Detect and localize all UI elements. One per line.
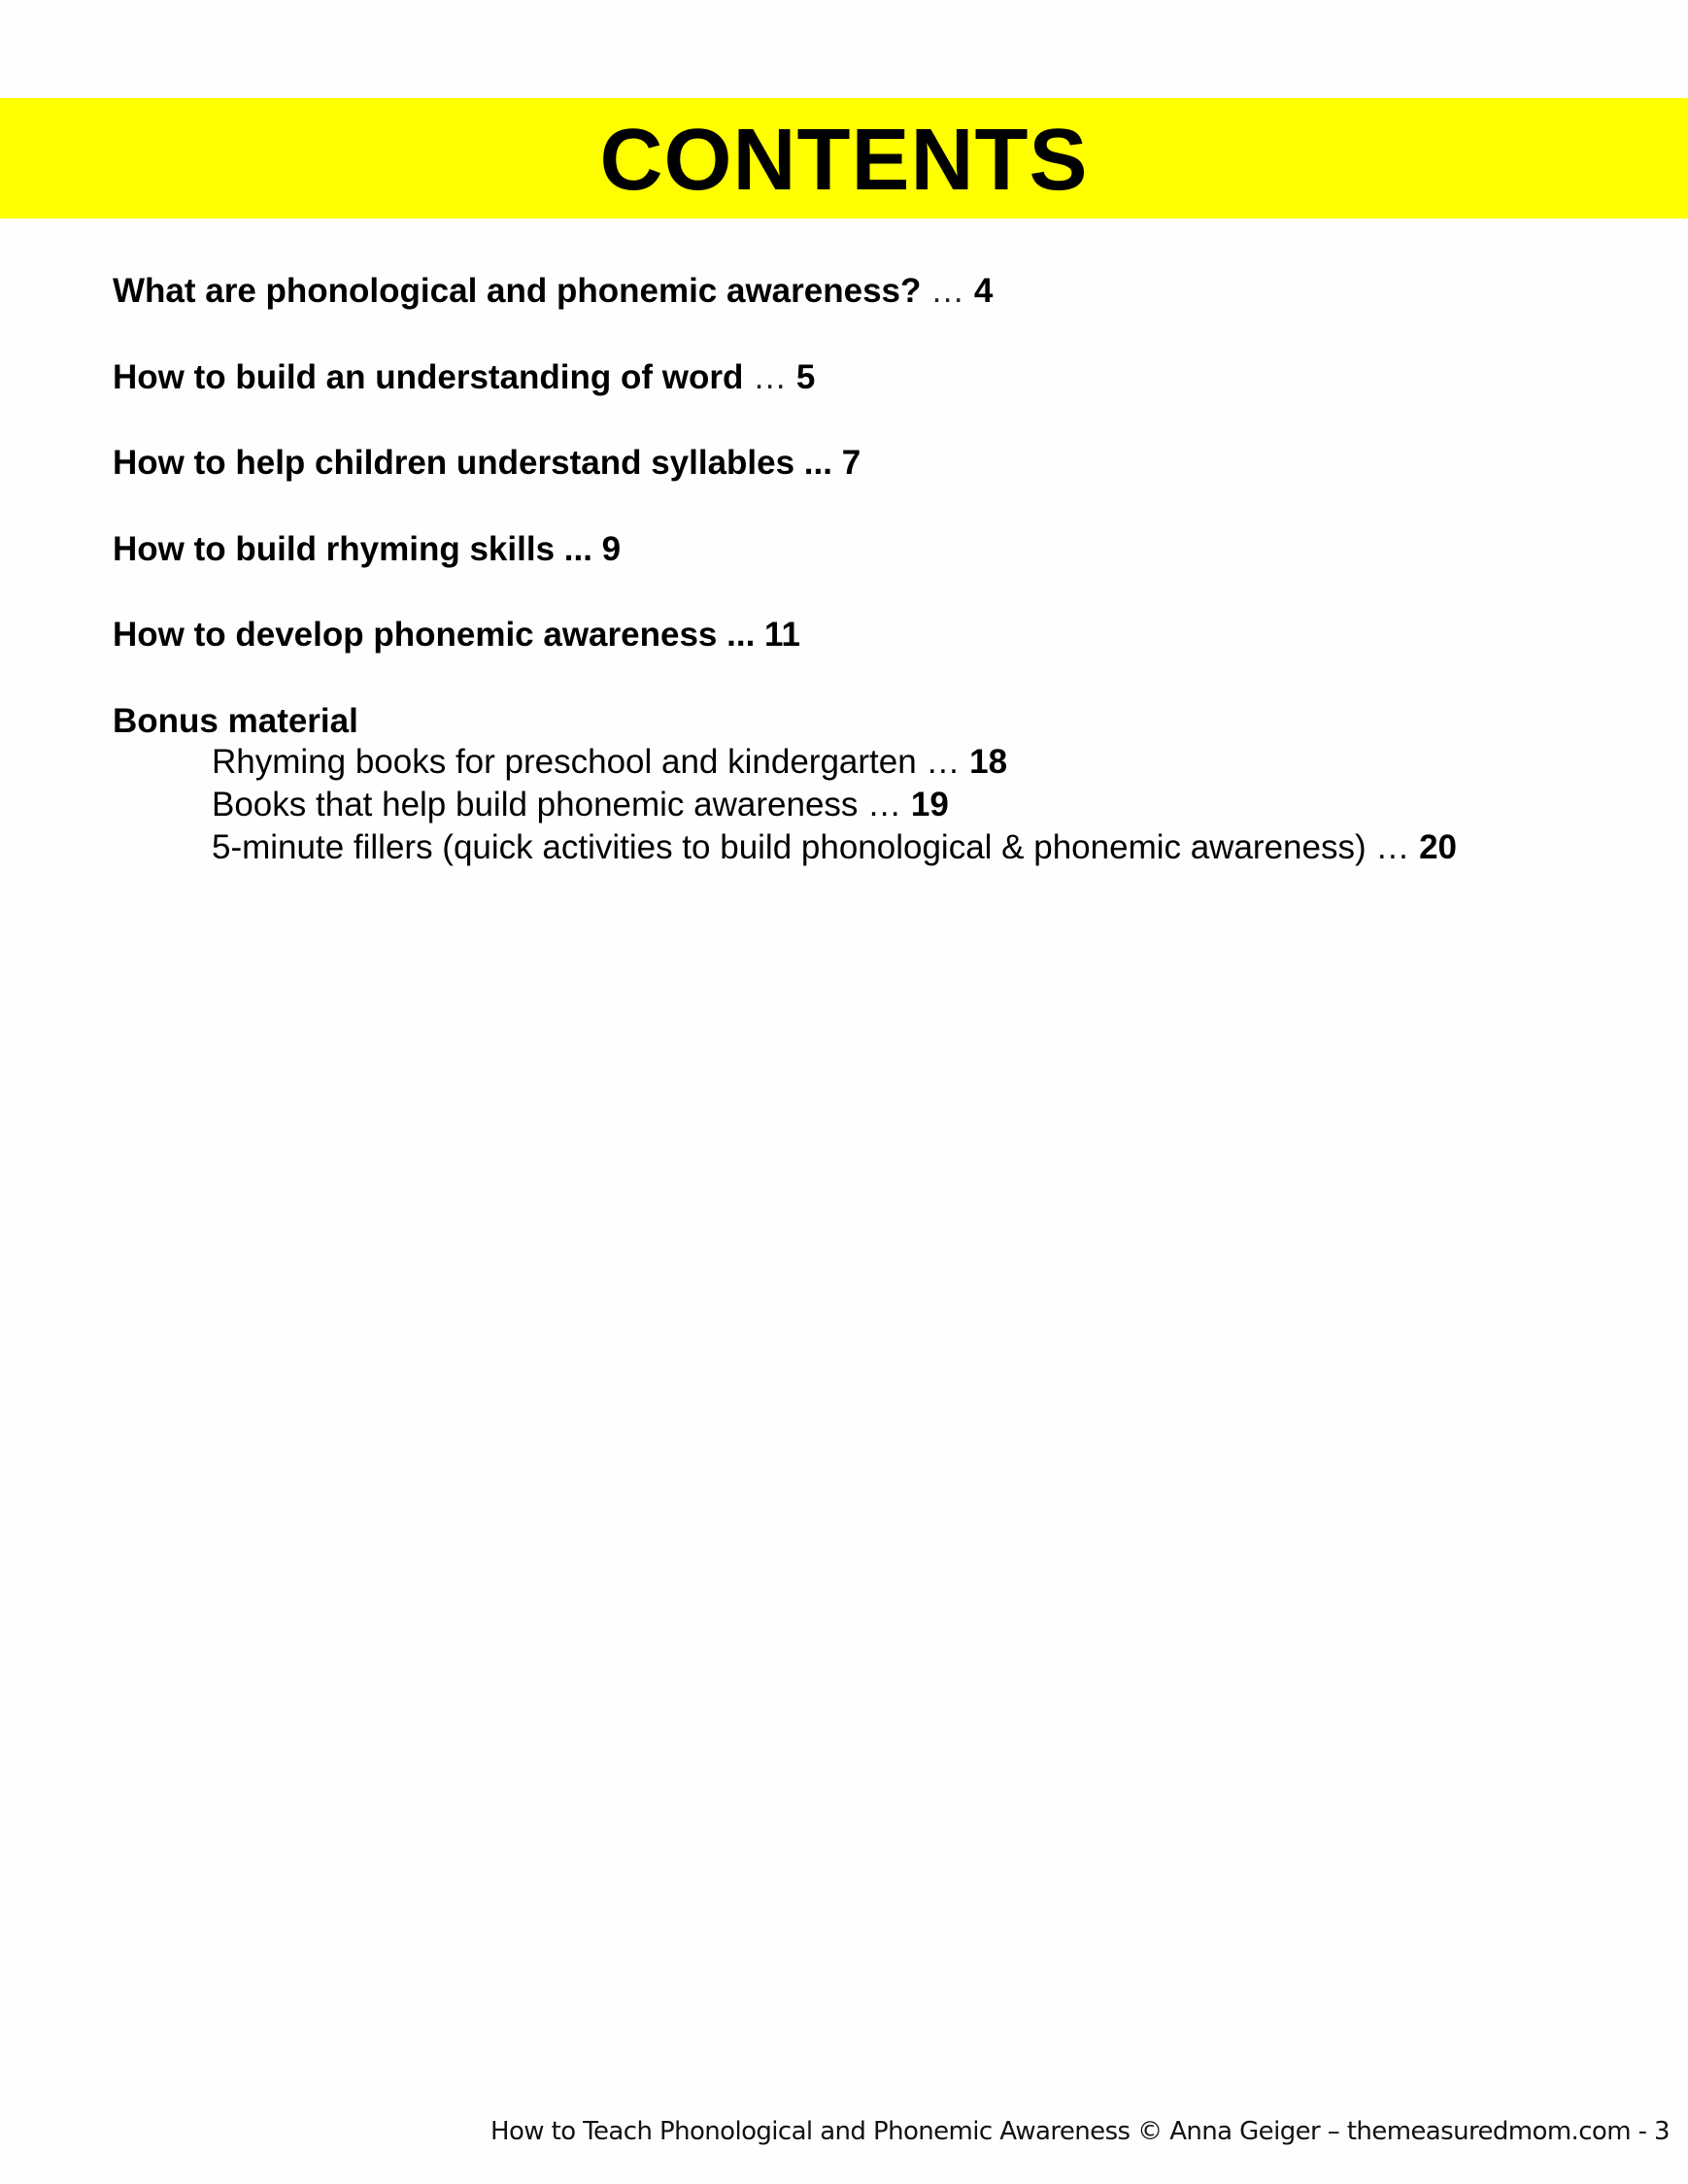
- bonus-item[interactable]: [212, 741, 1628, 784]
- toc-entry-title: How to help children understand syllables: [113, 444, 795, 482]
- contents-banner: [0, 98, 1688, 218]
- bonus-item-page: 18: [969, 742, 1008, 781]
- bonus-item[interactable]: [212, 784, 1628, 826]
- toc-entry[interactable]: [113, 616, 1628, 655]
- toc-entry-title: How to develop phonemic awareness: [113, 616, 718, 654]
- toc-entry-page: 11: [764, 616, 801, 654]
- toc-entry[interactable]: [113, 358, 1628, 397]
- toc-entry-leader: …: [921, 272, 974, 310]
- toc-entry-title: How to build rhyming skills: [113, 529, 556, 568]
- toc-entry-page: 5: [795, 357, 816, 396]
- toc-entry-page: 4: [973, 272, 994, 310]
- toc-entry-page: 9: [601, 529, 622, 568]
- toc-entry-leader: ...: [555, 529, 602, 568]
- bonus-item[interactable]: [212, 826, 1628, 869]
- bonus-item-title: Rhyming books for preschool and kindergarten: [212, 742, 917, 781]
- bonus-item-leader: …: [916, 742, 970, 781]
- toc-entry[interactable]: [113, 272, 1628, 311]
- bonus-heading: Bonus material: [113, 701, 358, 740]
- bonus-item-leader: …: [858, 785, 911, 823]
- bonus-item-title: 5-minute fillers (quick activities to build phonological & phonemic awareness): [212, 827, 1367, 866]
- toc-entry[interactable]: [113, 530, 1628, 569]
- toc-entry[interactable]: [113, 444, 1628, 483]
- toc-entry-leader: ...: [717, 616, 765, 654]
- bonus-item-leader: …: [1366, 827, 1420, 866]
- bonus-item-page: 20: [1419, 827, 1458, 866]
- toc-entry-title: What are phonological and phonemic awareness?: [113, 272, 922, 310]
- toc-entry-title: How to build an understanding of word: [113, 357, 744, 396]
- toc-entry-leader: ...: [794, 444, 842, 482]
- toc-entry-page: 7: [841, 444, 861, 482]
- bonus-item-title: Books that help build phonemic awareness: [212, 785, 859, 823]
- bonus-list: [212, 741, 1628, 869]
- toc-entry-leader: …: [743, 357, 796, 396]
- table-of-contents: [113, 272, 1628, 869]
- page-title: CONTENTS: [599, 112, 1089, 209]
- bonus-item-page: 19: [910, 785, 949, 823]
- page-footer: How to Teach Phonological and Phonemic Awareness © Anna Geiger – themeasuredmom.com - 3: [490, 2117, 1670, 2146]
